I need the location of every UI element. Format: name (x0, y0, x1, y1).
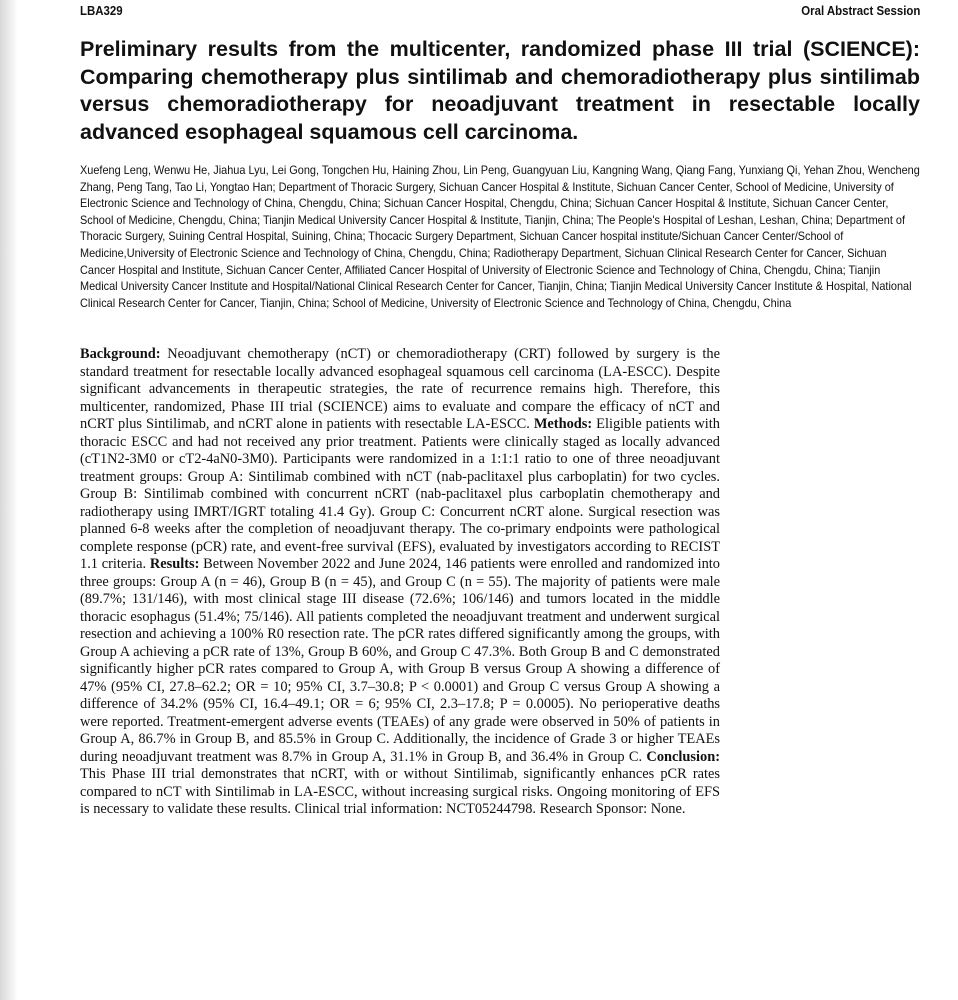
session-label: Oral Abstract Session (800, 3, 920, 18)
results-text: Between November 2022 and June 2024, 146 patients were enrolled and randomized into three groups: Group A (n = 46), Group B (n = 45), and Group C (n = 55). The majority of patients were male (89.7%; 131/146), with most clinical stage III disease (72.6%; 106/146) and tumors located in the middle thoracic esophagus (51.4%; 75/146). All patients completed the neoadjuvant treatment and underwent surgical resection and achieving a 100% R0 resection rate. The pCR rates differed significantly among the groups, with Group A achieving a pCR rate of 13%, Group B 60%, and Group C 47.3%. Both Group B and C demonstrated significantly higher pCR rates compared to Group A, with Group B versus Group A showing a difference of 47% (95% CI, 27.8–62.2; OR = 10; 95% CI, 3.7–30.8; P < 0.0001) and Group C versus Group A showing a difference of 34.2% (95% CI, 16.4–49.1; OR = 6; 95% CI, 2.3–17.8; P = 0.0005). No perioperative deaths were reported. Treatment-emergent adverse events (TEAEs) of any grade were observed in 50% of patients in Group A, 86.7% in Group B, and 85.5% in Group C. Additionally, the incidence of Grade 3 or higher TEAEs during neoadjuvant treatment was 8.7% in Group A, 31.1% in Group B, and 36.4% in Group C. (80, 556, 720, 765)
author-affiliations: Xuefeng Leng, Wenwu He, Jiahua Lyu, Lei Gong, Tongchen Hu, Haining Zhou, Lin Peng, Guangyuan Liu, Kangning Wang, Qiang Fang, Yunxiang Qi, Yehan Zhou, Wencheng Zhang, Peng Tang, Tao Li, Yongtao Han; Department of Thoracic Surgery, Sichuan Cancer Hospital & Institute, Sichuan Cancer Center, School of Medicine, University of Electronic Science and Technology of China, Chengdu, China; Sichuan Cancer Hospital, Chengdu, China; Sichuan Cancer Hospital & Institute, Sichuan Cancer Center, School of Medicine, Chengdu, China; Tianjin Medical University Cancer Hospital & Institute, Tianjin, China; The People's Hospital of Leshan, Leshan, China; Department of Thoracic Surgery, Suining Central Hospital, Suining, China; Thocacic Surgery Department, Sichuan Cancer hospital institute/Sichuan Cancer Center/School of Medicine,University of Electronic Science and Technology of China, Chengdu, China; Radiotherapy Department, Sichuan Clinical Research Center for Cancer, Sichuan Cancer Hospital and Institute, Sichuan Cancer Center, Affiliated Cancer Hospital of University of Electronic Science and Technology of China, Chengdu, China; Tianjin Medical University Cancer Institute and Hospital/National Clinical Research Center for Cancer, Tianjin, China; Tianjin Medical University Cancer Institute & Hospital, National Clinical Research Center for Cancer, Tianjin, China; School of Medicine, University of Electronic Science and Technology of China, Chengdu, China (80, 163, 920, 310)
page-edge-shadow (0, 0, 18, 1000)
methods-text: Eligible patients with thoracic ESCC and had not received any prior treatment. Patients were clinically staged as locally advanced (cT1N2-3M0 or cT2-4aN0-3M0). Participants were randomized in a 1:1:1 ratio to one of three neoadjuvant treatment groups: Group A: Sintilimab combined with nCT (nab-paclitaxel plus carboplatin) for two cycles. Group B: Sintilimab combined with concurrent nCRT (nab-paclitaxel plus carboplatin chemotherapy and radiotherapy using IMRT/IGRT totaling 41.4 Gy). Group C: Concurrent nCRT alone. Surgical resection was planned 6-8 weeks after the completion of neoadjuvant therapy. The co-primary endpoints were pathological complete response (pCR) rate, and event-free survival (EFS), evaluated by investigators according to RECIST 1.1 criteria. (80, 416, 720, 572)
abstract-body (80, 346, 720, 819)
background-heading: Background: (80, 346, 161, 362)
results-heading: Results: (149, 556, 200, 572)
conclusion-text: This Phase III trial demonstrates that nCRT, with or without Sintilimab, significantly enhances pCR rates compared to nCT with Sintilimab in LA-ESCC, without increasing surgical risks. Ongoing monitoring of EFS is necessary to validate these results. Clinical trial information: NCT05244798. Research Sponsor: None. (80, 766, 720, 817)
conclusion-heading: Conclusion: (646, 748, 720, 765)
methods-heading: Methods: (533, 416, 593, 432)
abstract-id: LBA329 (80, 3, 123, 18)
background-text: Neoadjuvant chemotherapy (nCT) or chemoradiotherapy (CRT) followed by surgery is the standard treatment for resectable locally advanced esophageal squamous cell carcinoma (LA-ESCC). Despite significant advancements in therapeutic strategies, the rate of recurrence remains high. Therefore, this multicenter, randomized, Phase III trial (SCIENCE) aims to evaluate and compare the efficacy of nCT and nCRT plus Sintilimab, and nCRT alone in patients with resectable LA-ESCC. (80, 346, 720, 432)
abstract-title: Preliminary results from the multicenter, randomized phase III trial (SCIENCE): Comparing chemotherapy plus sintilimab and chemoradiotherapy plus sintilimab versus chemoradiotherapy for neoadjuvant treatment in resectable locally advanced esophageal squamous cell carcinoma. (80, 37, 920, 144)
